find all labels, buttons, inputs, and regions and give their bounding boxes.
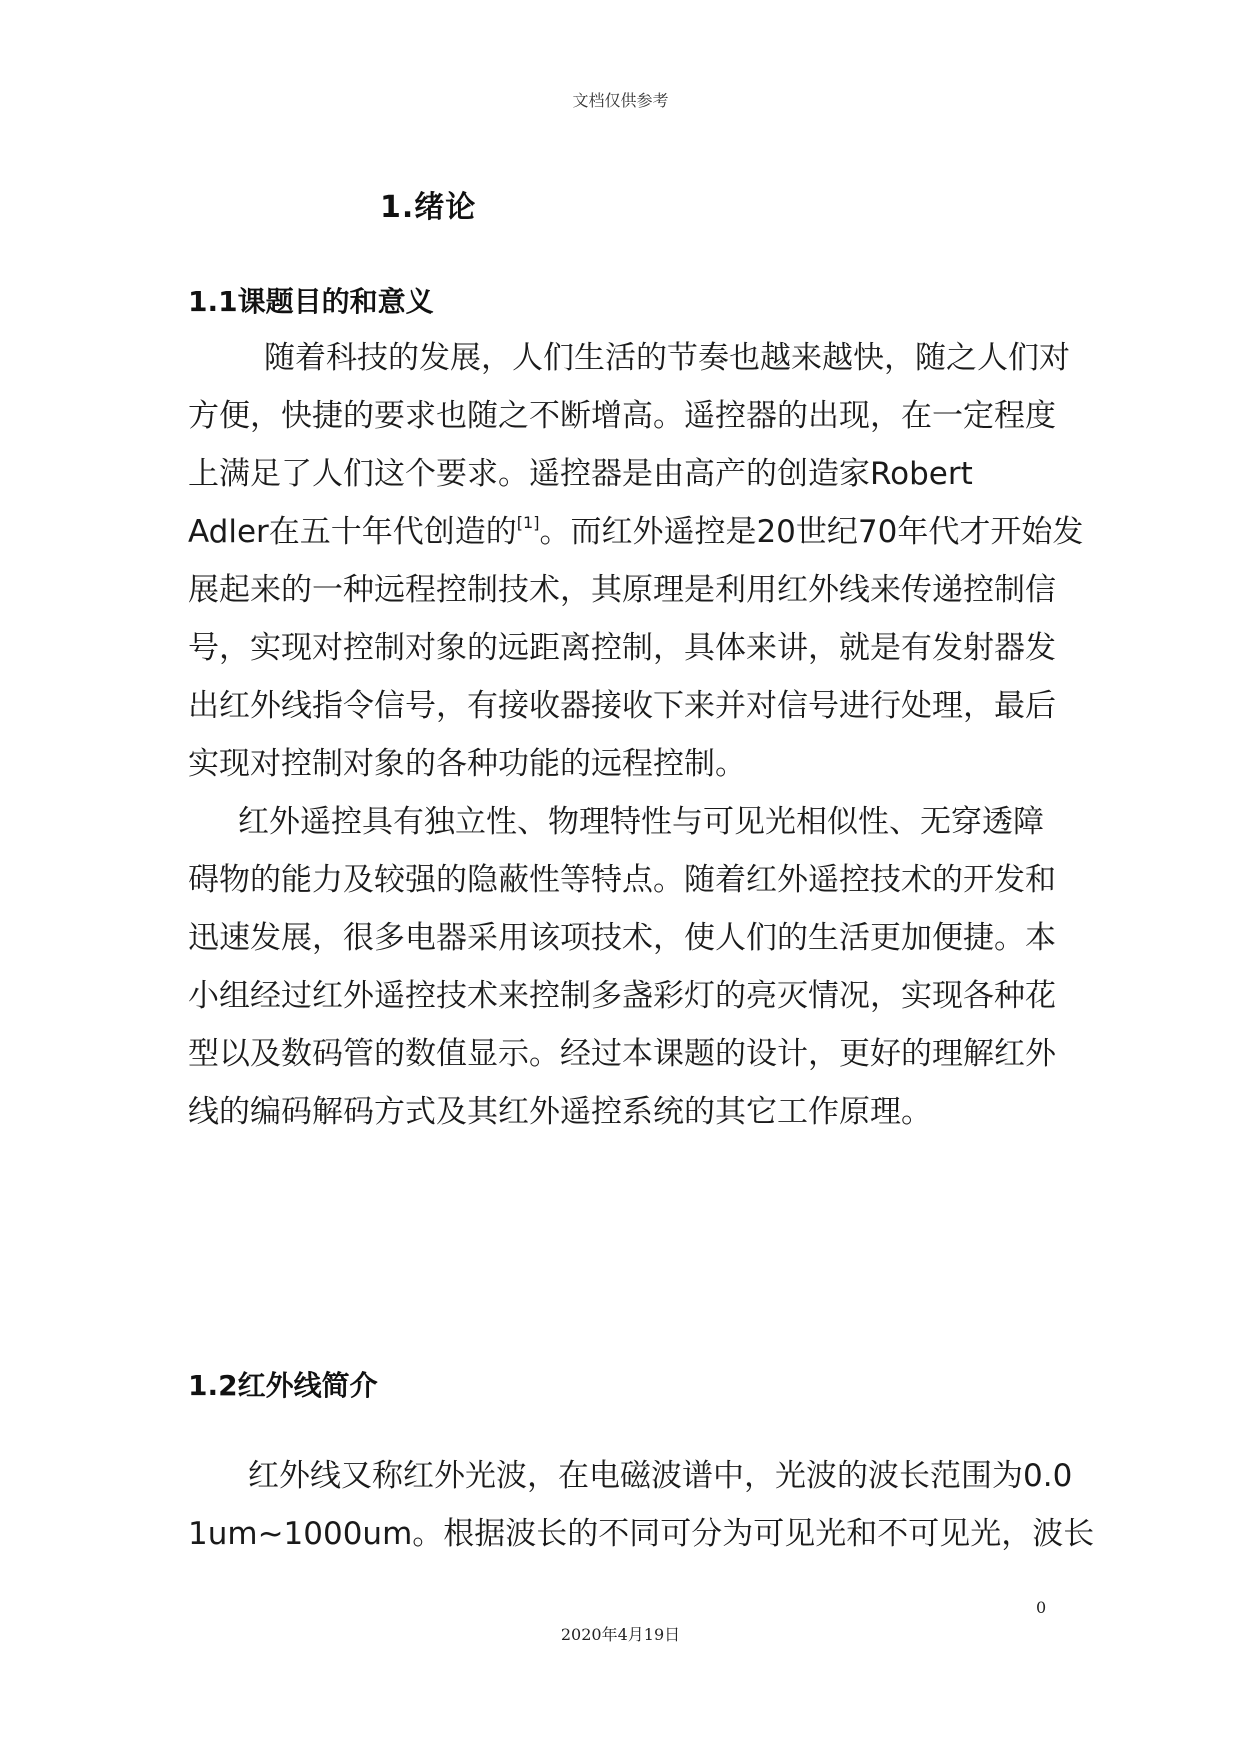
paragraph-line: 型以及数码管的数值显示。经过本课题的设计，更好的理解红外 [188,1036,1056,1072]
page-number: 0 [1036,1598,1047,1617]
paragraph-line: 红外线又称红外光波，在电磁波谱中，光波的波长范围为0.0 [248,1458,1073,1494]
paragraph-text: 。而红外遥控是20世纪70年代才开始发 [539,514,1084,550]
paragraph-line: 实现对控制对象的各种功能的远程控制。 [188,746,746,782]
paragraph-line: 出红外线指令信号，有接收器接收下来并对信号进行处理，最后 [188,688,1056,724]
chapter-title: 1.绪论 [380,190,477,225]
paragraph-line: 红外遥控具有独立性、物理特性与可见光相似性、无穿透障 [238,804,1044,840]
paragraph-line: 碍物的能力及较强的隐蔽性等特点。随着红外遥控技术的开发和 [188,862,1056,898]
footer-date: 2020年4月19日 [560,1625,681,1644]
section-title-1-1: 1.1课题目的和意义 [188,285,434,318]
paragraph-line: 上满足了人们这个要求。遥控器是由高产的创造家Robert [188,456,973,492]
citation-marker: [1] [516,513,540,532]
paragraph-line [188,510,1083,554]
paragraph-line: 展起来的一种远程控制技术，其原理是利用红外线来传递控制信 [188,572,1056,608]
paragraph-line: 迅速发展，很多电器采用该项技术，使人们的生活更加便捷。本 [188,920,1056,956]
paragraph-text: Adler在五十年代创造的 [188,514,517,550]
paragraph-line: 小组经过红外遥控技术来控制多盏彩灯的亮灭情况，实现各种花 [188,978,1056,1014]
paragraph-line: 1um~1000um。根据波长的不同可分为可见光和不可见光，波长 [188,1516,1095,1552]
paragraph-line: 线的编码解码方式及其红外遥控系统的其它工作原理。 [188,1094,932,1130]
paragraph-line: 方便，快捷的要求也随之不断增高。遥控器的出现，在一定程度 [188,398,1056,434]
section-title-1-2: 1.2红外线简介 [188,1369,378,1402]
paragraph-line: 号，实现对控制对象的远距离控制，具体来讲，就是有发射器发 [188,630,1056,666]
paragraph-line: 随着科技的发展，人们生活的节奏也越来越快，随之人们对 [264,340,1070,376]
page-header-note: 文档仅供参考 [572,91,669,110]
